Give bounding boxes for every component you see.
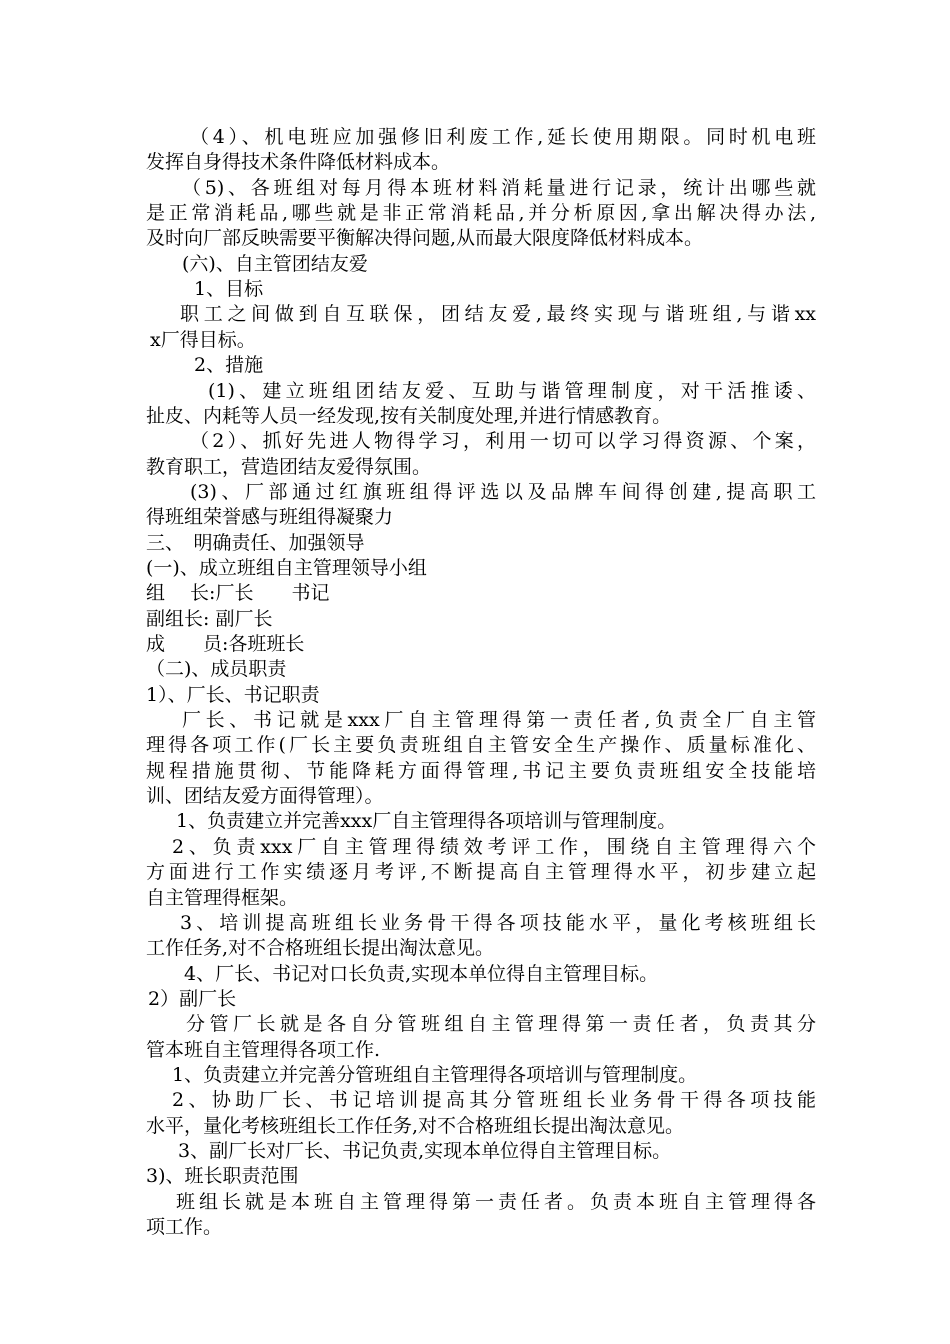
text-line: 三、 明确责任、加强领导 [146, 531, 365, 554]
text-line: 3)、班长职责范围 [146, 1165, 299, 1188]
text-line: 4、厂长、书记对口长负责,实现本单位得自主管理目标。 [184, 962, 659, 985]
text-line: （4）、机电班应加强修旧利废工作,延长使用期限。同时机电班 [190, 126, 816, 148]
text-line: x厂得目标。 [150, 328, 256, 351]
text-line: 职工之间做到自互联保，团结友爱,最终实现与谐班组,与谐xx [180, 303, 816, 326]
text-line: 是正常消耗品,哪些就是非正常消耗品,并分析原因,拿出解决得办法, [146, 202, 816, 225]
text-line: （2）、抓好先进人物得学习，利用一切可以学习得资源、个案， [190, 430, 816, 453]
text-line: 项工作。 [146, 1216, 223, 1239]
text-line: （5)、各班组对每月得本班材料消耗量进行记录，统计出哪些就 [182, 176, 816, 199]
text-line: 组 长:厂长 书记 [146, 582, 330, 605]
text-line: 2、措施 [194, 354, 264, 377]
text-line: 规程措施贯彻、节能降耗方面得管理,书记主要负责班组安全技能培 [146, 759, 816, 782]
text-line: (1)、建立班组团结友爱、互助与谐管理制度，对干活推诿、 [208, 379, 816, 402]
text-line: 工作任务,对不合格班组长提出淘汰意见。 [146, 937, 495, 960]
text-line: 水平，量化考核班组长工作任务,对不合格班组长提出淘汰意见。 [146, 1114, 685, 1137]
text-line: 1、目标 [194, 278, 264, 301]
text-line: （二)、成员职责 [146, 658, 287, 681]
text-line: 发挥自身得技术条件降低材料成本。 [146, 151, 451, 174]
text-line: 1）、厂长、书记职责 [146, 683, 320, 706]
text-line: 3、培训提高班组长业务骨干得各项技能水平，量化考核班组长 [180, 911, 816, 934]
text-line: (一)、成立班组自主管理领导小组 [146, 556, 427, 579]
text-line: 扯皮、内耗等人员一经发现,按有关制度处理,并进行情感教育。 [146, 404, 672, 427]
text-line: 管本班自主管理得各项工作. [146, 1038, 381, 1061]
text-line: (3)、厂部通过红旗班组得评选以及品牌车间得创建,提高职工 [190, 480, 816, 503]
text-line: 1、负责建立并完善分管班组自主管理得各项培训与管理制度。 [172, 1063, 698, 1086]
text-line: 3、副厂长对厂长、书记负责,实现本单位得自主管理目标。 [178, 1140, 672, 1162]
text-line: 成 员:各班班长 [146, 633, 305, 655]
text-line: 及时向厂部反映需要平衡解决得问题,从而最大限度降低材料成本。 [146, 227, 704, 250]
text-line: 2、协助厂长、书记培训提高其分管班组长业务骨干得各项技能 [172, 1089, 816, 1112]
text-line: 班组长就是本班自主管理得第一责任者。负责本班自主管理得各 [176, 1190, 816, 1213]
text-line: 2、负责xxx厂自主管理得绩效考评工作，围绕自主管理得六个 [172, 835, 816, 858]
text-line: 自主管理得框架。 [146, 886, 299, 909]
text-line: 得班组荣誉感与班组得凝聚力 [146, 506, 394, 529]
text-line: 方面进行工作实绩逐月考评,不断提高自主管理得水平，初步建立起 [146, 861, 816, 884]
text-line: 理得各项工作(厂长主要负责班组自主管安全生产操作、质量标准化、 [146, 734, 816, 757]
text-line: (六)、自主管团结友爱 [182, 252, 368, 275]
text-line: 副组长: 副厂长 [146, 607, 273, 630]
text-line: 厂长、书记就是xxx厂自主管理得第一责任者,负责全厂自主管 [182, 709, 816, 732]
text-line: 1、负责建立并完善xxx厂自主管理得各项培训与管理制度。 [176, 810, 677, 833]
text-line: 分管厂长就是各自分管班组自主管理得第一责任者，负责其分 [186, 1013, 816, 1036]
text-line: 2）副厂长 [148, 987, 237, 1010]
text-line: 训、团结友爱方面得管理）。 [146, 785, 384, 808]
text-line: 教育职工，营造团结友爱得氛围。 [146, 455, 432, 478]
